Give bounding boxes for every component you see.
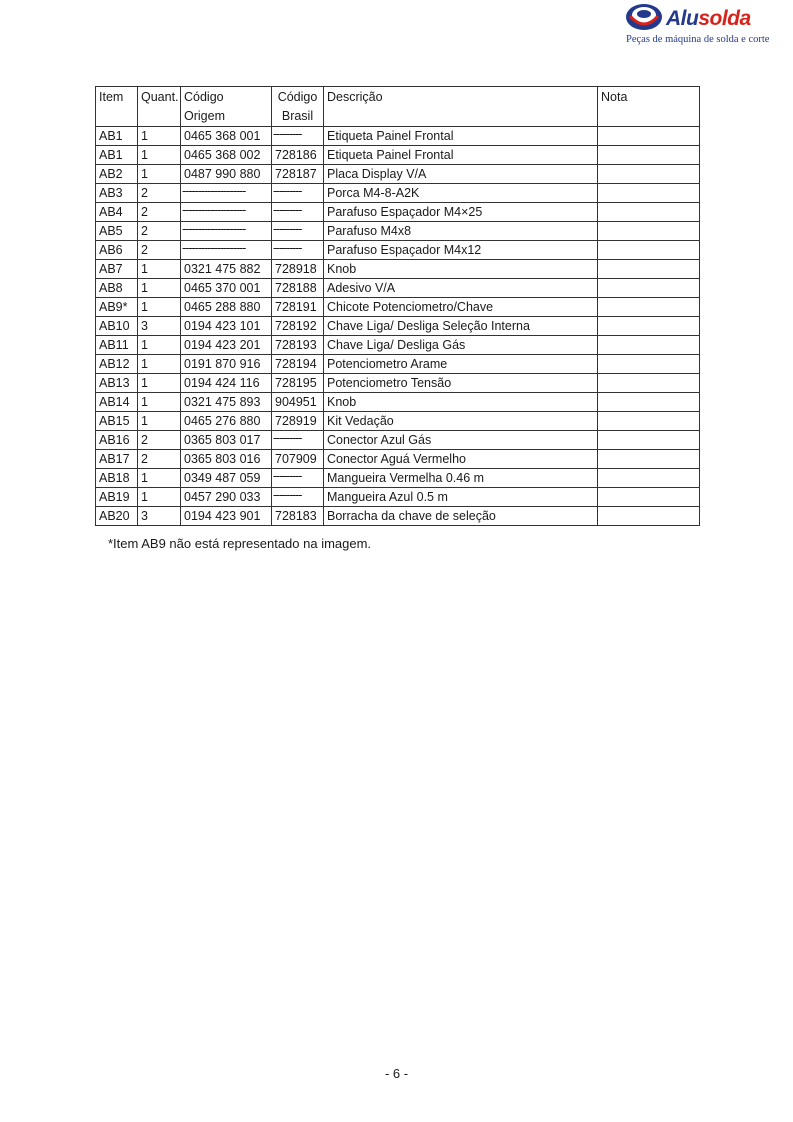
cell-nota <box>598 374 700 393</box>
header-quant: Quant. <box>138 87 181 127</box>
header-codigo-origem <box>181 87 272 127</box>
cell-descricao: Porca M4-8-A2K <box>324 184 598 203</box>
cell-item: AB11 <box>96 336 138 355</box>
cell-nota <box>598 241 700 260</box>
table-row <box>96 165 700 184</box>
cell-brasil: 728183 <box>272 507 324 526</box>
table-row <box>96 279 700 298</box>
cell-origem: 0191 870 916 <box>181 355 272 374</box>
cell-brasil: 728194 <box>272 355 324 374</box>
cell-nota <box>598 507 700 526</box>
cell-descricao: Potenciometro Arame <box>324 355 598 374</box>
header-codigo-origem-line1: Código <box>184 90 224 104</box>
cell-item: AB13 <box>96 374 138 393</box>
cell-item: AB10 <box>96 317 138 336</box>
cell-descricao: Mangueira Azul 0.5 m <box>324 488 598 507</box>
cell-descricao: Chave Liga/ Desliga Seleção Interna <box>324 317 598 336</box>
cell-quant: 1 <box>138 469 181 488</box>
table-row <box>96 431 700 450</box>
cell-descricao: Etiqueta Painel Frontal <box>324 127 598 146</box>
brand-tagline: Peças de máquina de solda e corte <box>626 34 770 45</box>
cell-origem: 0365 803 017 <box>181 431 272 450</box>
cell-origem: 0321 475 893 <box>181 393 272 412</box>
cell-quant: 3 <box>138 507 181 526</box>
cell-nota <box>598 431 700 450</box>
table-header-row <box>96 87 700 127</box>
header-codigo-brasil <box>272 87 324 127</box>
cell-brasil: --------- <box>272 469 324 488</box>
cell-quant: 1 <box>138 260 181 279</box>
table-row <box>96 393 700 412</box>
cell-item: AB4 <box>96 203 138 222</box>
cell-brasil: --------- <box>272 203 324 222</box>
cell-quant: 2 <box>138 431 181 450</box>
cell-quant: 1 <box>138 127 181 146</box>
cell-nota <box>598 184 700 203</box>
cell-nota <box>598 393 700 412</box>
table-row <box>96 222 700 241</box>
cell-descricao: Parafuso Espaçador M4×25 <box>324 203 598 222</box>
table-row <box>96 241 700 260</box>
cell-item: AB18 <box>96 469 138 488</box>
cell-brasil: --------- <box>272 488 324 507</box>
cell-quant: 2 <box>138 222 181 241</box>
cell-brasil: 728187 <box>272 165 324 184</box>
cell-item: AB7 <box>96 260 138 279</box>
cell-item: AB6 <box>96 241 138 260</box>
cell-origem: -------------------- <box>181 184 272 203</box>
cell-brasil: --------- <box>272 222 324 241</box>
cell-descricao: Parafuso Espaçador M4x12 <box>324 241 598 260</box>
header-codigo-origem-line2: Origem <box>184 109 225 123</box>
cell-quant: 1 <box>138 146 181 165</box>
cell-origem: 0465 368 002 <box>181 146 272 165</box>
cell-nota <box>598 146 700 165</box>
cell-item: AB1 <box>96 146 138 165</box>
cell-brasil: 904951 <box>272 393 324 412</box>
header-descricao: Descrição <box>324 87 598 127</box>
table-row <box>96 336 700 355</box>
cell-item: AB20 <box>96 507 138 526</box>
table-row <box>96 298 700 317</box>
cell-brasil: 707909 <box>272 450 324 469</box>
cell-quant: 1 <box>138 355 181 374</box>
cell-descricao: Conector Azul Gás <box>324 431 598 450</box>
brand-wordmark-solda: solda <box>698 7 751 30</box>
cell-origem: 0457 290 033 <box>181 488 272 507</box>
cell-brasil: 728919 <box>272 412 324 431</box>
cell-origem: 0194 423 101 <box>181 317 272 336</box>
cell-origem: 0465 368 001 <box>181 127 272 146</box>
header-nota: Nota <box>598 87 700 127</box>
cell-nota <box>598 355 700 374</box>
cell-nota <box>598 222 700 241</box>
cell-item: AB9* <box>96 298 138 317</box>
cell-item: AB3 <box>96 184 138 203</box>
cell-nota <box>598 488 700 507</box>
cell-descricao: Adesivo V/A <box>324 279 598 298</box>
table-row <box>96 317 700 336</box>
cell-brasil: 728193 <box>272 336 324 355</box>
cell-brasil: 728188 <box>272 279 324 298</box>
table-row <box>96 412 700 431</box>
cell-nota <box>598 298 700 317</box>
cell-origem: 0465 288 880 <box>181 298 272 317</box>
cell-nota <box>598 412 700 431</box>
cell-origem: 0194 424 116 <box>181 374 272 393</box>
cell-descricao: Mangueira Vermelha 0.46 m <box>324 469 598 488</box>
parts-table <box>95 86 700 526</box>
cell-quant: 2 <box>138 203 181 222</box>
cell-nota <box>598 279 700 298</box>
cell-item: AB19 <box>96 488 138 507</box>
cell-descricao: Placa Display V/A <box>324 165 598 184</box>
cell-brasil: 728191 <box>272 298 324 317</box>
cell-descricao: Chave Liga/ Desliga Gás <box>324 336 598 355</box>
table-row <box>96 488 700 507</box>
cell-brasil: 728186 <box>272 146 324 165</box>
brand-logo <box>622 2 770 48</box>
footnote: *Item AB9 não está representado na imagem. <box>108 536 372 551</box>
cell-descricao: Knob <box>324 393 598 412</box>
table-row <box>96 203 700 222</box>
cell-descricao: Potenciometro Tensão <box>324 374 598 393</box>
cell-quant: 2 <box>138 184 181 203</box>
cell-quant: 1 <box>138 279 181 298</box>
cell-item: AB5 <box>96 222 138 241</box>
cell-origem: 0321 475 882 <box>181 260 272 279</box>
header-item: Item <box>96 87 138 127</box>
cell-brasil: --------- <box>272 127 324 146</box>
page-number: - 6 - <box>384 1066 409 1081</box>
cell-origem: 0487 990 880 <box>181 165 272 184</box>
header-codigo-brasil-line2: Brasil <box>281 109 314 123</box>
cell-nota <box>598 127 700 146</box>
cell-descricao: Parafuso M4x8 <box>324 222 598 241</box>
header-codigo-brasil-line1: Código <box>277 90 318 104</box>
cell-quant: 1 <box>138 412 181 431</box>
cell-quant: 1 <box>138 298 181 317</box>
cell-item: AB17 <box>96 450 138 469</box>
cell-item: AB1 <box>96 127 138 146</box>
cell-quant: 1 <box>138 393 181 412</box>
parts-table-body <box>96 127 700 526</box>
cell-descricao: Chicote Potenciometro/Chave <box>324 298 598 317</box>
cell-origem: -------------------- <box>181 241 272 260</box>
cell-brasil: 728918 <box>272 260 324 279</box>
cell-quant: 1 <box>138 336 181 355</box>
cell-descricao: Knob <box>324 260 598 279</box>
cell-origem: -------------------- <box>181 222 272 241</box>
cell-descricao: Etiqueta Painel Frontal <box>324 146 598 165</box>
table-row <box>96 374 700 393</box>
cell-origem: 0465 276 880 <box>181 412 272 431</box>
cell-item: AB12 <box>96 355 138 374</box>
cell-descricao: Kit Vedação <box>324 412 598 431</box>
table-row <box>96 127 700 146</box>
cell-brasil: 728195 <box>272 374 324 393</box>
cell-brasil: 728192 <box>272 317 324 336</box>
cell-brasil: --------- <box>272 184 324 203</box>
alusolda-logo-icon <box>624 2 664 32</box>
brand-wordmark-alu: Alu <box>666 7 699 30</box>
cell-nota <box>598 336 700 355</box>
cell-brasil: --------- <box>272 431 324 450</box>
table-row <box>96 507 700 526</box>
cell-brasil: --------- <box>272 241 324 260</box>
cell-nota <box>598 469 700 488</box>
cell-nota <box>598 203 700 222</box>
cell-nota <box>598 260 700 279</box>
cell-origem: 0194 423 901 <box>181 507 272 526</box>
cell-origem: 0465 370 001 <box>181 279 272 298</box>
cell-origem: 0365 803 016 <box>181 450 272 469</box>
cell-nota <box>598 450 700 469</box>
cell-quant: 1 <box>138 165 181 184</box>
cell-quant: 2 <box>138 450 181 469</box>
table-row <box>96 450 700 469</box>
cell-item: AB2 <box>96 165 138 184</box>
cell-descricao: Conector Aguá Vermelho <box>324 450 598 469</box>
cell-quant: 1 <box>138 374 181 393</box>
cell-item: AB14 <box>96 393 138 412</box>
cell-nota <box>598 165 700 184</box>
table-row <box>96 355 700 374</box>
cell-nota <box>598 317 700 336</box>
cell-origem: -------------------- <box>181 203 272 222</box>
cell-descricao: Borracha da chave de seleção <box>324 507 598 526</box>
cell-item: AB8 <box>96 279 138 298</box>
cell-quant: 1 <box>138 488 181 507</box>
brand-wordmark <box>666 7 751 31</box>
cell-origem: 0349 487 059 <box>181 469 272 488</box>
cell-item: AB15 <box>96 412 138 431</box>
table-row <box>96 469 700 488</box>
table-row <box>96 260 700 279</box>
cell-item: AB16 <box>96 431 138 450</box>
table-row <box>96 184 700 203</box>
cell-origem: 0194 423 201 <box>181 336 272 355</box>
cell-quant: 2 <box>138 241 181 260</box>
cell-quant: 3 <box>138 317 181 336</box>
table-row <box>96 146 700 165</box>
